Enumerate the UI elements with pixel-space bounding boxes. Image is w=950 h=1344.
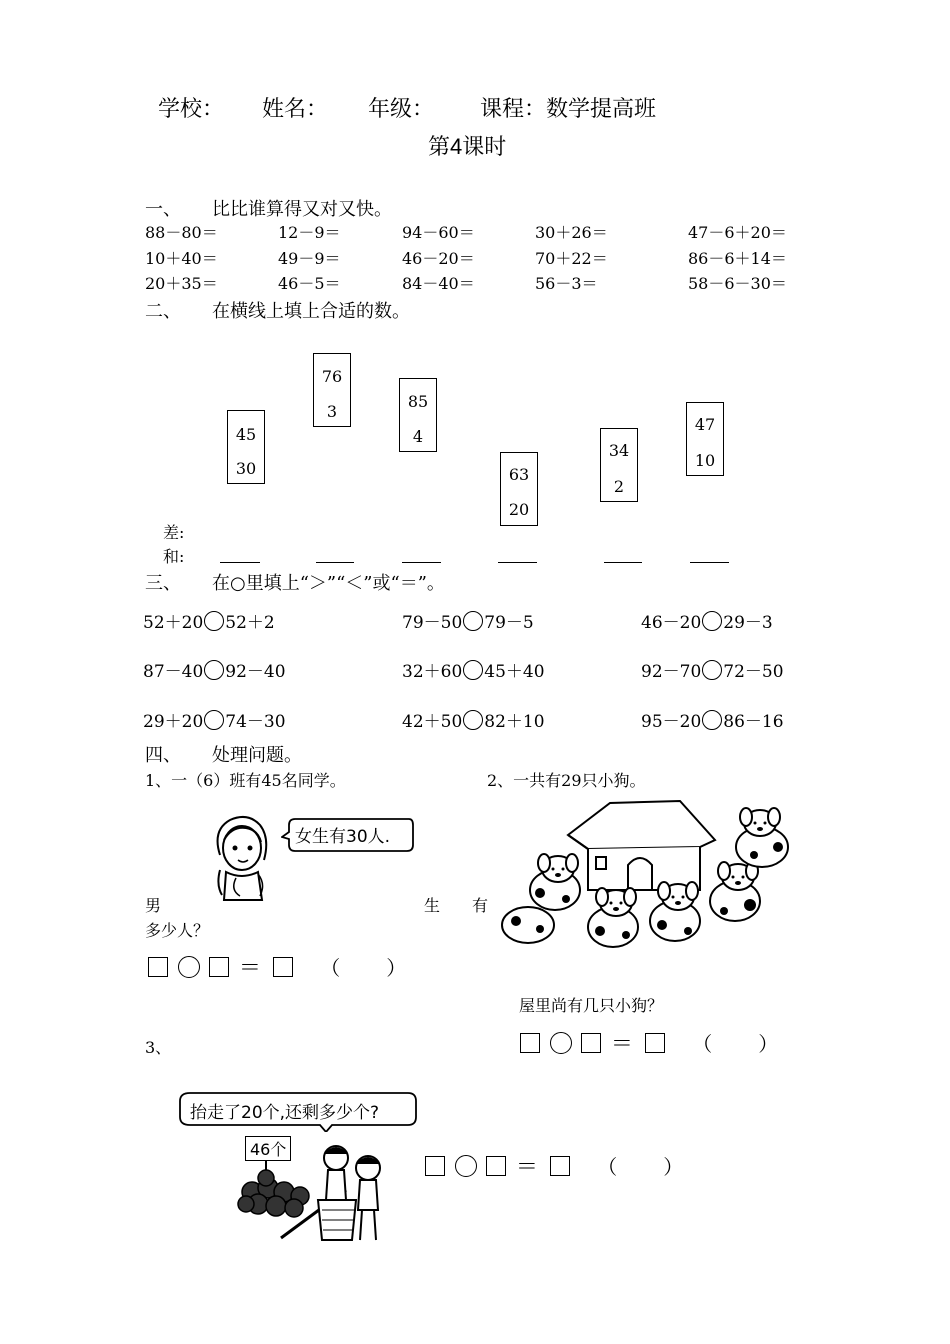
compare-item (641, 657, 784, 682)
box-top-number: 85 (407, 392, 429, 411)
section3-number: 三、 (145, 573, 181, 594)
number-box (399, 378, 437, 452)
compare-circle[interactable] (702, 710, 722, 730)
box-top-number: 63 (508, 465, 530, 484)
lesson-title: 第4课时 (428, 134, 507, 159)
box-bottom-number: 30 (235, 459, 257, 478)
compare-circle[interactable] (702, 660, 722, 680)
compare-left: 79－50 (402, 613, 463, 633)
compare-left: 42＋50 (402, 712, 463, 732)
compare-item (641, 608, 773, 633)
section1-title: 比比谁算得又对又快。 (212, 199, 392, 220)
speech-bubble-text: 抬走了20个,还剩多少个? (190, 1103, 380, 1123)
answer-square[interactable] (273, 957, 293, 977)
kids-with-basket-illustration (236, 1140, 396, 1245)
name-label: 姓名： (262, 97, 329, 122)
problem1-label: 1、一（6）班有45名同学。 (145, 771, 346, 790)
question1-part-c: 有 (472, 896, 489, 915)
calc-item: 56－3＝ (535, 274, 598, 293)
operator-circle[interactable] (178, 956, 200, 978)
answer-blank[interactable] (316, 562, 354, 563)
question2-text: 屋里尚有几只小狗？ (519, 996, 664, 1015)
dogs-and-house-illustration (500, 795, 810, 970)
box-top-number: 45 (235, 425, 257, 444)
section1-number: 一、 (145, 199, 181, 220)
compare-circle[interactable] (204, 710, 224, 730)
answer-square[interactable] (520, 1033, 540, 1053)
box-top-number: 34 (608, 441, 630, 460)
problem2-label: 2、一共有29只小狗。 (487, 771, 646, 790)
compare-right: 29－3 (723, 613, 773, 633)
calc-item: 12－9＝ (278, 223, 341, 242)
grade-label: 年级： (368, 97, 435, 122)
compare-left: 29＋20 (143, 712, 204, 732)
compare-right: 86－16 (723, 712, 784, 732)
equation-answer-row: ＝ （ ） (520, 1027, 780, 1058)
compare-right: 45＋40 (484, 662, 545, 682)
compare-right: 82＋10 (484, 712, 545, 732)
answer-square[interactable] (486, 1156, 506, 1176)
compare-right: 52＋2 (225, 613, 275, 633)
calc-item: 20＋35＝ (145, 274, 218, 293)
answer-blank[interactable] (690, 562, 729, 563)
calc-item: 84－40＝ (402, 274, 475, 293)
compare-right: 74－30 (225, 712, 286, 732)
box-bottom-number: 2 (613, 477, 625, 496)
compare-circle[interactable] (204, 660, 224, 680)
box-bottom-number: 20 (508, 500, 530, 519)
compare-left: 52＋20 (143, 613, 204, 633)
unit-paren[interactable]: （ ） (320, 956, 409, 980)
compare-item (402, 707, 545, 732)
question1-part-b: 生 (424, 896, 441, 915)
number-box (500, 452, 538, 526)
speech-bubble-text: 女生有30人. (295, 827, 391, 847)
compare-right: 79－5 (484, 613, 534, 633)
compare-item (402, 657, 545, 682)
calc-item: 46－5＝ (278, 274, 341, 293)
answer-blank[interactable] (498, 562, 537, 563)
calc-item: 58－6－30＝ (688, 274, 787, 293)
question1-part-d: 多少人？ (145, 921, 210, 940)
box-top-number: 47 (694, 415, 716, 434)
compare-right: 92－40 (225, 662, 286, 682)
answer-square[interactable] (645, 1033, 665, 1053)
number-box (313, 353, 351, 427)
number-box (600, 428, 638, 502)
answer-square[interactable] (581, 1033, 601, 1053)
compare-item (143, 608, 275, 633)
compare-circle[interactable] (463, 611, 483, 631)
compare-circle[interactable] (463, 710, 483, 730)
answer-blank[interactable] (402, 562, 441, 563)
school-label: 学校： (158, 97, 225, 122)
problem3-label: 3、 (145, 1038, 172, 1057)
unit-paren[interactable]: （ ） (597, 1155, 686, 1179)
sum-label: 和: (163, 547, 185, 566)
compare-left: 92－70 (641, 662, 702, 682)
answer-square[interactable] (425, 1156, 445, 1176)
compare-item (402, 608, 534, 633)
compare-left: 95－20 (641, 712, 702, 732)
calc-item: 47－6＋20＝ (688, 223, 787, 242)
box-top-number: 76 (321, 367, 343, 386)
compare-circle[interactable] (702, 611, 722, 631)
answer-square[interactable] (148, 957, 168, 977)
compare-circle[interactable] (463, 660, 483, 680)
section2-number: 二、 (145, 301, 181, 322)
calc-item: 49－9＝ (278, 249, 341, 268)
calc-item: 88－80＝ (145, 223, 218, 242)
calc-item: 46－20＝ (402, 249, 475, 268)
compare-item (641, 707, 784, 732)
difference-label: 差: (163, 523, 185, 542)
answer-blank[interactable] (220, 562, 260, 563)
sign-label: 46个 (245, 1136, 291, 1161)
compare-item (143, 657, 286, 682)
question1-part-a: 男 (145, 896, 162, 915)
girl-illustration (200, 810, 290, 905)
compare-left: 46－20 (641, 613, 702, 633)
section4-title: 处理问题。 (212, 745, 302, 766)
equation-answer-row: ＝ （ ） (148, 951, 408, 982)
section3-title: 在○里填上“＞”“＜”或“＝”。 (212, 573, 445, 594)
unit-paren[interactable]: （ ） (692, 1032, 781, 1056)
section2-title: 在横线上填上合适的数。 (212, 301, 410, 322)
answer-square[interactable] (550, 1156, 570, 1176)
calc-item: 86－6＋14＝ (688, 249, 787, 268)
box-bottom-number: 4 (412, 427, 424, 446)
box-bottom-number: 10 (694, 451, 716, 470)
answer-square[interactable] (209, 957, 229, 977)
compare-left: 87－40 (143, 662, 204, 682)
number-box (686, 402, 724, 476)
number-box (227, 410, 265, 484)
calc-item: 10＋40＝ (145, 249, 218, 268)
compare-circle[interactable] (204, 611, 224, 631)
box-bottom-number: 3 (326, 402, 338, 421)
calc-item: 94－60＝ (402, 223, 475, 242)
compare-item (143, 707, 286, 732)
calc-item: 70＋22＝ (535, 249, 608, 268)
compare-right: 72－50 (723, 662, 784, 682)
calc-item: 30＋26＝ (535, 223, 608, 242)
equation-answer-row: ＝ （ ） (425, 1150, 685, 1181)
compare-left: 32＋60 (402, 662, 463, 682)
course-label: 课程：数学提高班 (480, 97, 657, 122)
answer-blank[interactable] (604, 562, 642, 563)
section4-number: 四、 (145, 745, 181, 766)
operator-circle[interactable] (550, 1032, 572, 1054)
operator-circle[interactable] (455, 1155, 477, 1177)
